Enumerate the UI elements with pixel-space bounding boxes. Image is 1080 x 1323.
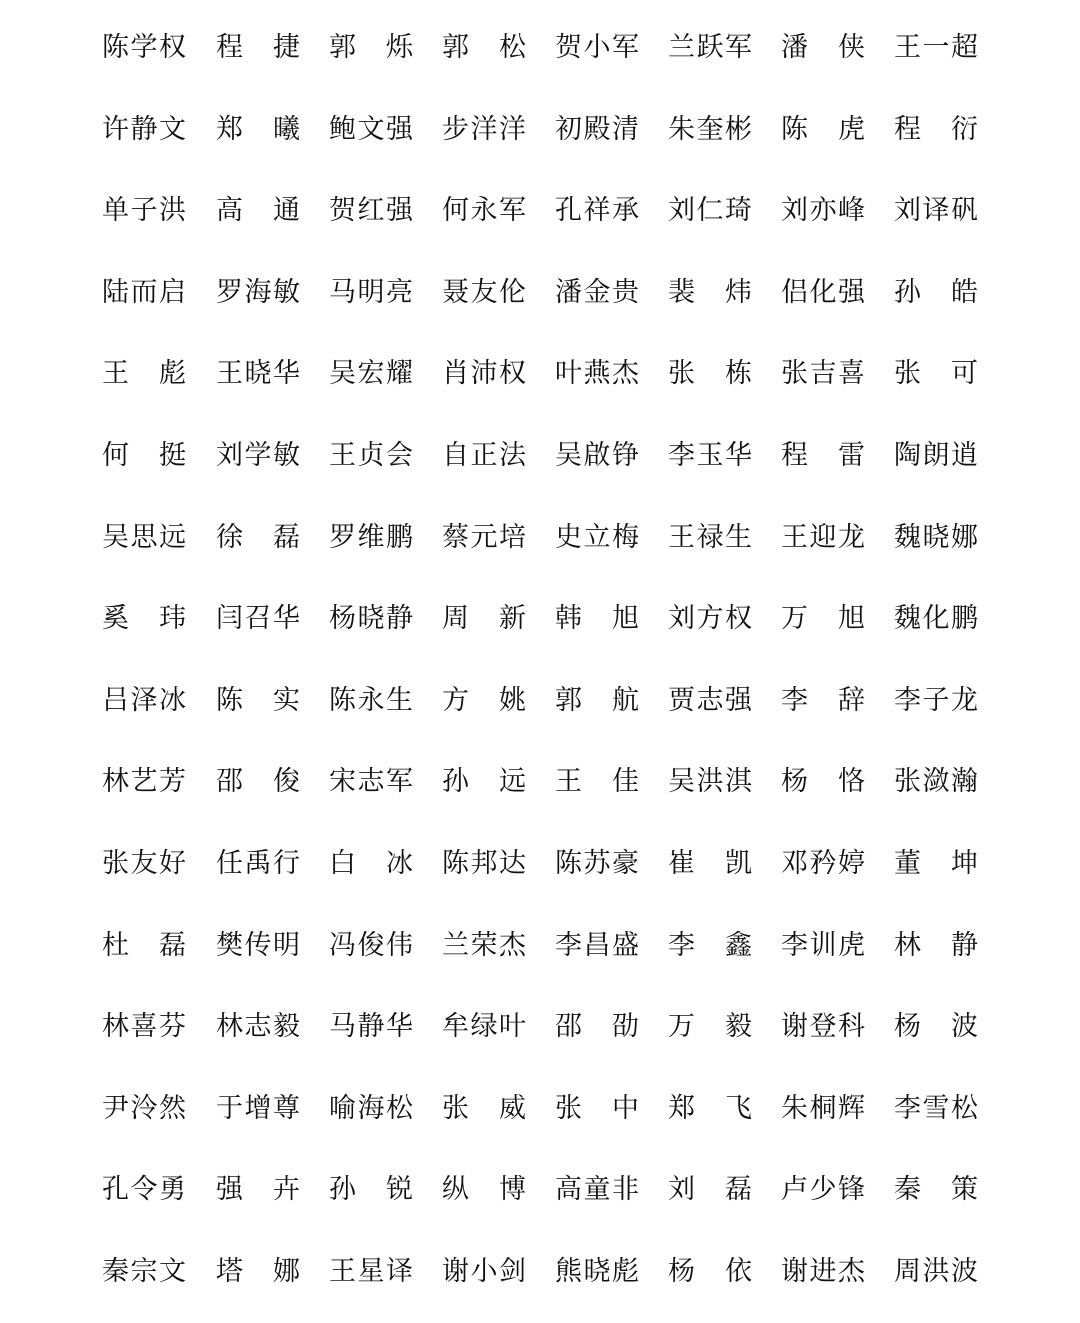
name-entry: 樊传明: [216, 929, 300, 961]
name-entry: 万 旭: [781, 603, 865, 635]
name-entry: 裴 炜: [668, 276, 752, 308]
name-entry: 步洋洋: [442, 113, 526, 145]
name-row: [0, 512, 1080, 564]
name-entry: 谢小剑: [442, 1256, 526, 1287]
name-entry: 自正法: [442, 440, 526, 471]
name-entry: 贺小军: [555, 32, 639, 63]
name-entry: 林志毅: [216, 1011, 300, 1043]
name-entry: 徐 磊: [216, 521, 300, 553]
name-entry: 程 捷: [216, 32, 300, 63]
name-entry: 陈永生: [329, 684, 413, 716]
name-entry: 周 新: [442, 603, 526, 635]
name-entry: 张友好: [102, 848, 186, 879]
name-entry: 叶燕杰: [555, 358, 639, 390]
name-entry: 牟绿叶: [442, 1011, 526, 1043]
name-entry: 杨 波: [894, 1011, 978, 1043]
name-entry: 王禄生: [668, 521, 752, 553]
name-entry: 孙 远: [442, 766, 526, 798]
name-row: [0, 22, 1080, 74]
name-entry: 聂友伦: [442, 276, 526, 308]
name-row: [0, 1001, 1080, 1053]
name-entry: 陆而启: [102, 276, 186, 308]
name-entry: 张吉喜: [781, 358, 865, 390]
name-entry: 王一超: [894, 32, 978, 63]
name-row: [0, 1246, 1080, 1298]
name-entry: 张 栋: [668, 358, 752, 390]
name-entry: 蔡元培: [442, 521, 526, 553]
name-entry: 秦宗文: [102, 1256, 186, 1287]
name-entry: 杨 依: [668, 1256, 752, 1287]
name-entry: 吴宏耀: [329, 358, 413, 390]
name-entry: 冯俊伟: [329, 929, 413, 961]
name-entry: 董 坤: [894, 848, 978, 879]
name-entry: 孔令勇: [102, 1174, 186, 1206]
name-entry: 王迎龙: [781, 521, 865, 553]
name-entry: 兰荣杰: [442, 929, 526, 961]
name-entry: 郭 烁: [329, 32, 413, 63]
name-entry: 张潋瀚: [894, 766, 978, 798]
name-entry: 杜 磊: [102, 929, 186, 961]
name-entry: 潘 侠: [781, 32, 865, 63]
name-entry: 魏化鹏: [894, 603, 978, 635]
name-entry: 王 佳: [555, 766, 639, 798]
name-entry: 郑 曦: [216, 113, 300, 145]
name-entry: 方 姚: [442, 684, 526, 716]
name-entry: 贺红强: [329, 195, 413, 227]
name-entry: 陶朗逍: [894, 440, 978, 471]
name-entry: 肖沛权: [442, 358, 526, 390]
name-entry: 崔 凯: [668, 848, 752, 879]
name-row: [0, 430, 1080, 482]
name-entry: 鲍文强: [329, 113, 413, 145]
name-entry: 王晓华: [216, 358, 300, 390]
name-entry: 李训虎: [781, 929, 865, 961]
name-entry: 陈学权: [102, 32, 186, 63]
name-row: [0, 185, 1080, 237]
name-entry: 魏晓娜: [894, 521, 978, 553]
name-entry: 兰跃军: [668, 32, 752, 63]
name-entry: 孙 皓: [894, 276, 978, 308]
name-entry: 吴思远: [102, 521, 186, 553]
name-entry: 谢登科: [781, 1011, 865, 1043]
name-entry: 高童非: [555, 1174, 639, 1206]
name-entry: 刘译矾: [894, 195, 978, 227]
name-entry: 初殿清: [555, 113, 639, 145]
name-entry: 熊晓彪: [555, 1256, 639, 1287]
name-entry: 李玉华: [668, 440, 752, 471]
name-entry: 李 鑫: [668, 929, 752, 961]
name-row: [0, 675, 1080, 727]
name-entry: 张 可: [894, 358, 978, 390]
name-entry: 陈苏豪: [555, 848, 639, 879]
name-entry: 程 衍: [894, 113, 978, 145]
name-entry: 尹泠然: [102, 1092, 186, 1124]
name-entry: 万 毅: [668, 1011, 752, 1043]
name-entry: 刘 磊: [668, 1174, 752, 1206]
name-entry: 许静文: [102, 113, 186, 145]
name-entry: 史立梅: [555, 521, 639, 553]
name-entry: 白 冰: [329, 848, 413, 879]
name-entry: 杨 恪: [781, 766, 865, 798]
name-row: [0, 104, 1080, 156]
name-entry: 宋志军: [329, 766, 413, 798]
name-entry: 邵 劭: [555, 1011, 639, 1043]
name-entry: 卢少锋: [781, 1174, 865, 1206]
name-entry: 侣化强: [781, 276, 865, 308]
name-entry: 潘金贵: [555, 276, 639, 308]
name-entry: 朱桐辉: [781, 1092, 865, 1124]
name-entry: 程 雷: [781, 440, 865, 471]
name-entry: 于增尊: [216, 1092, 300, 1124]
name-entry: 韩 旭: [555, 603, 639, 635]
name-entry: 杨晓静: [329, 603, 413, 635]
name-entry: 高 通: [216, 195, 300, 227]
name-entry: 郑 飞: [668, 1092, 752, 1124]
name-entry: 林 静: [894, 929, 978, 961]
name-entry: 王星译: [329, 1256, 413, 1287]
name-entry: 刘方权: [668, 603, 752, 635]
name-entry: 罗维鹏: [329, 521, 413, 553]
name-entry: 任禹行: [216, 848, 300, 879]
name-entry: 奚 玮: [102, 603, 186, 635]
name-row: [0, 348, 1080, 400]
name-entry: 朱奎彬: [668, 113, 752, 145]
name-row: [0, 1083, 1080, 1135]
name-entry: 贾志强: [668, 684, 752, 716]
name-entry: 李昌盛: [555, 929, 639, 961]
name-entry: 吕泽冰: [102, 684, 186, 716]
name-entry: 郭 航: [555, 684, 639, 716]
name-entry: 陈邦达: [442, 848, 526, 879]
name-entry: 吴洪淇: [668, 766, 752, 798]
name-entry: 王 彪: [102, 358, 186, 390]
name-entry: 李雪松: [894, 1092, 978, 1124]
name-entry: 强 卉: [216, 1174, 300, 1206]
name-row: [0, 1164, 1080, 1216]
name-entry: 周洪波: [894, 1256, 978, 1287]
name-entry: 闫召华: [216, 603, 300, 635]
name-entry: 吴啟铮: [555, 440, 639, 471]
name-entry: 孔祥承: [555, 195, 639, 227]
name-entry: 邓矜婷: [781, 848, 865, 879]
name-entry: 刘学敏: [216, 440, 300, 471]
name-entry: 邵 俊: [216, 766, 300, 798]
name-entry: 李子龙: [894, 684, 978, 716]
name-entry: 张 威: [442, 1092, 526, 1124]
name-entry: 林艺芳: [102, 766, 186, 798]
name-entry: 刘仁琦: [668, 195, 752, 227]
name-entry: 秦 策: [894, 1174, 978, 1206]
name-entry: 李 辞: [781, 684, 865, 716]
name-entry: 何永军: [442, 195, 526, 227]
name-entry: 陈 虎: [781, 113, 865, 145]
name-entry: 刘亦峰: [781, 195, 865, 227]
name-entry: 孙 锐: [329, 1174, 413, 1206]
name-row: [0, 756, 1080, 808]
name-entry: 张 中: [555, 1092, 639, 1124]
name-row: [0, 920, 1080, 972]
name-entry: 林喜芬: [102, 1011, 186, 1043]
name-entry: 纵 博: [442, 1174, 526, 1206]
name-entry: 何 挺: [102, 440, 186, 471]
name-entry: 陈 实: [216, 684, 300, 716]
name-entry: 马静华: [329, 1011, 413, 1043]
name-row: [0, 838, 1080, 890]
name-entry: 马明亮: [329, 276, 413, 308]
name-entry: 郭 松: [442, 32, 526, 63]
name-entry: 塔 娜: [216, 1256, 300, 1287]
name-entry: 谢进杰: [781, 1256, 865, 1287]
name-entry: 王贞会: [329, 440, 413, 471]
name-row: [0, 593, 1080, 645]
name-row: [0, 267, 1080, 319]
name-entry: 单子洪: [102, 195, 186, 227]
name-entry: 喻海松: [329, 1092, 413, 1124]
name-entry: 罗海敏: [216, 276, 300, 308]
